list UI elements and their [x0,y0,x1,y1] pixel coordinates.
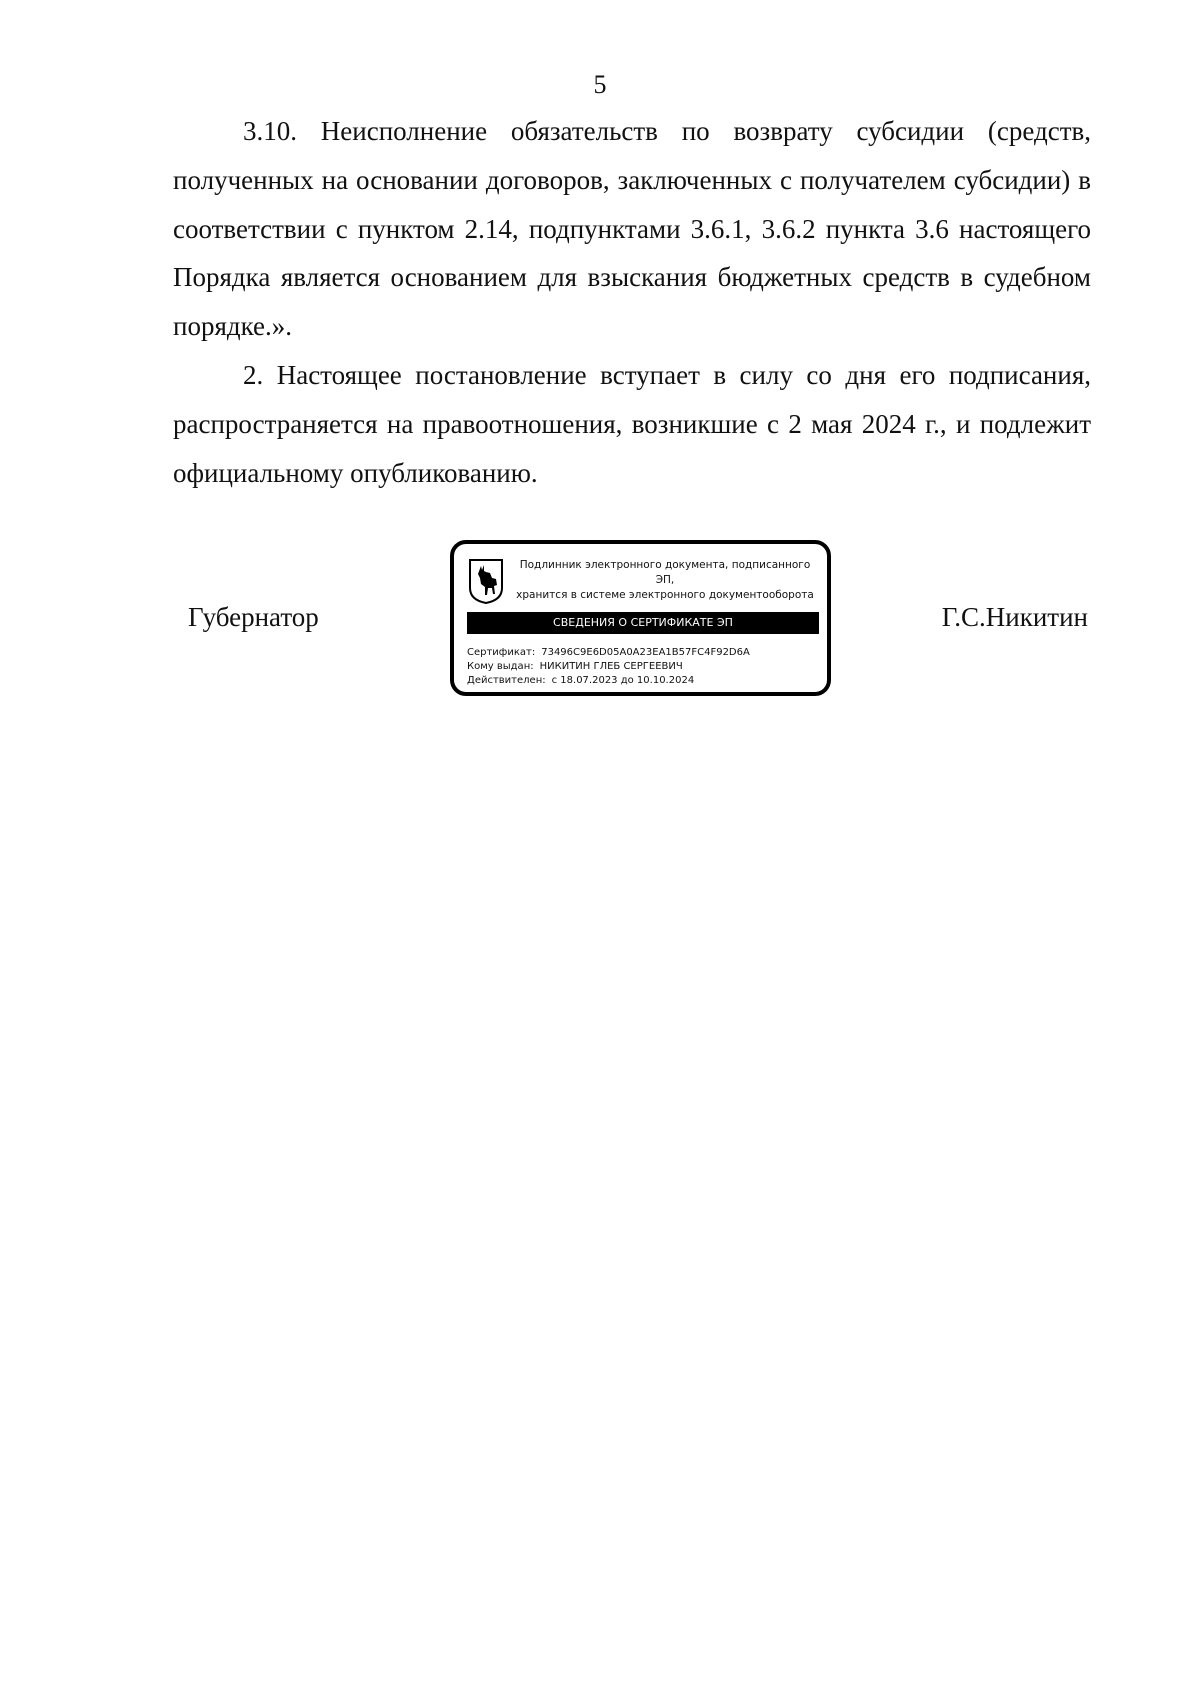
stamp-certificate-details [467,646,822,688]
validity-label: Действителен: [467,675,546,686]
stamp-header [510,558,820,603]
certificate-label: Сертификат: [467,647,536,658]
signature-block [0,540,1200,700]
owner-label: Кому выдан: [467,661,534,672]
owner-row [467,660,822,674]
owner-value: НИКИТИН ГЛЕБ СЕРГЕЕВИЧ [539,661,683,672]
electronic-signature-stamp [450,540,831,696]
stamp-header-line: хранится в системе электронного документооборота [516,589,814,601]
document-body [173,107,1091,497]
validity-value: с 18.07.2023 до 10.10.2024 [551,675,695,686]
page-number: 5 [593,70,607,99]
paragraph-3-10: 3.10. Неисполнение обязательств по возврату субсидии (средств, полученных на основании договоров, заключенных с получателем субсидии) в соответствии с пунктом 2.14, подпунктами 3.6.1, 3.6.2 пункта 3.6 настоящего Порядка является основанием для взыскания бюджетных средств в судебном порядке.». [173,116,1091,342]
signatory-name: Г.С.Никитин [941,602,1088,632]
deer-coat-of-arms-icon [468,558,504,604]
signatory-position: Губернатор [188,602,319,632]
validity-row [467,674,822,688]
paragraph-2: 2. Настоящее постановление вступает в силу со дня его подписания, распространяется на правоотношения, возникшие с 2 мая 2024 г., и подлежит официальному опубликованию. [173,359,1091,488]
certificate-row [467,646,822,660]
stamp-certificate-heading: СВЕДЕНИЯ О СЕРТИФИКАТЕ ЭП [467,612,819,634]
stamp-header-line: Подлинник электронного документа, подписанного ЭП, [519,559,811,586]
certificate-value: 73496C9E6D05A0A23EA1B57FC4F92D6A [541,647,750,658]
